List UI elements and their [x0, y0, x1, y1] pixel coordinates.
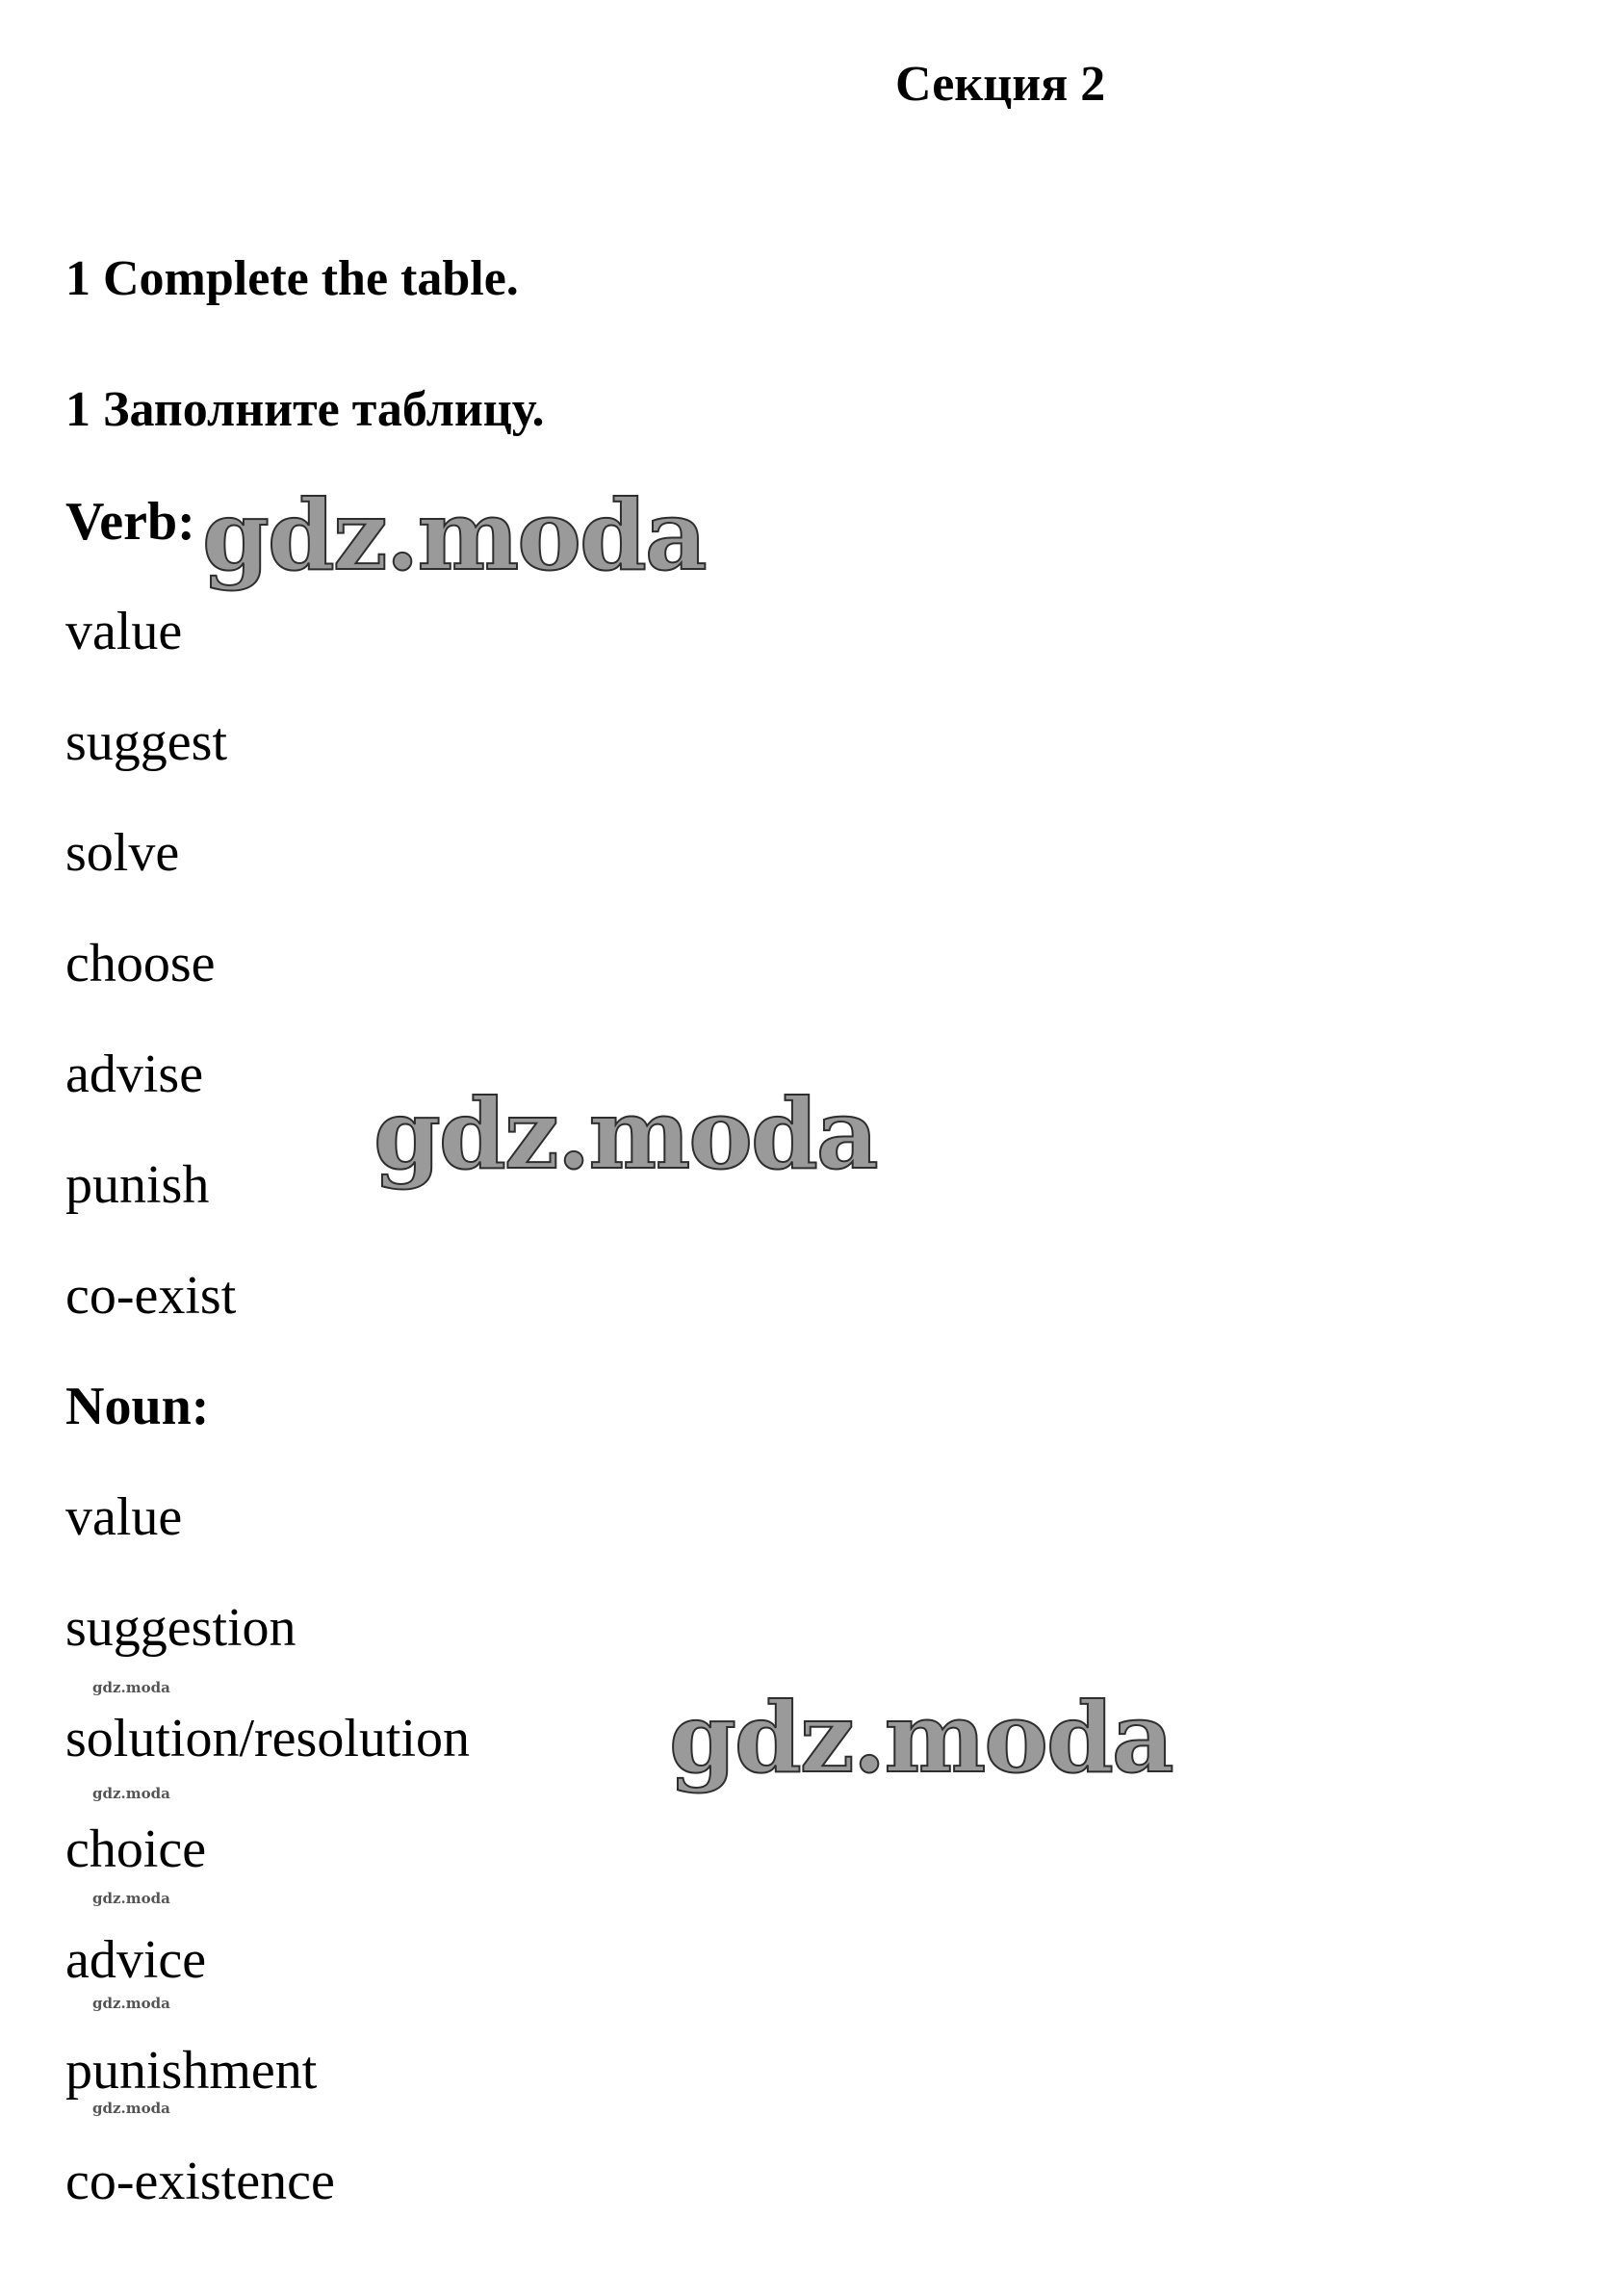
noun-item: punishment — [65, 2041, 318, 2101]
verb-item: suggest — [65, 712, 227, 772]
noun-item: suggestion — [65, 1598, 296, 1658]
noun-item: advice — [65, 1930, 207, 1990]
watermark-small: gdz.moda — [92, 2100, 170, 2117]
task-title-ru: 1 Заполните таблицу. — [65, 382, 545, 437]
noun-item: co-existence — [65, 2152, 335, 2211]
noun-item: choice — [65, 1819, 207, 1879]
watermark-small: gdz.moda — [92, 1890, 170, 1907]
watermark: gdz.moda — [374, 1077, 877, 1191]
verb-item: choose — [65, 934, 216, 993]
verb-item: co-exist — [65, 1266, 237, 1326]
verb-item: punish — [65, 1155, 210, 1215]
watermark: gdz.moda — [669, 1681, 1173, 1794]
watermark: gdz.moda — [202, 478, 706, 592]
noun-item: value — [65, 1487, 183, 1547]
verb-item: value — [65, 602, 183, 661]
verb-item: advise — [65, 1045, 204, 1104]
watermark-small: gdz.moda — [92, 1785, 170, 1802]
watermark-small: gdz.moda — [92, 1995, 170, 2012]
task-title-en: 1 Complete the table. — [65, 251, 519, 306]
verb-label: Verb: — [65, 492, 195, 552]
noun-item: solution/resolution — [65, 1709, 470, 1768]
noun-label: Noun: — [65, 1377, 210, 1436]
verb-item: solve — [65, 823, 180, 883]
watermark-small: gdz.moda — [92, 1679, 170, 1696]
section-title: Секция 2 — [895, 57, 1106, 112]
